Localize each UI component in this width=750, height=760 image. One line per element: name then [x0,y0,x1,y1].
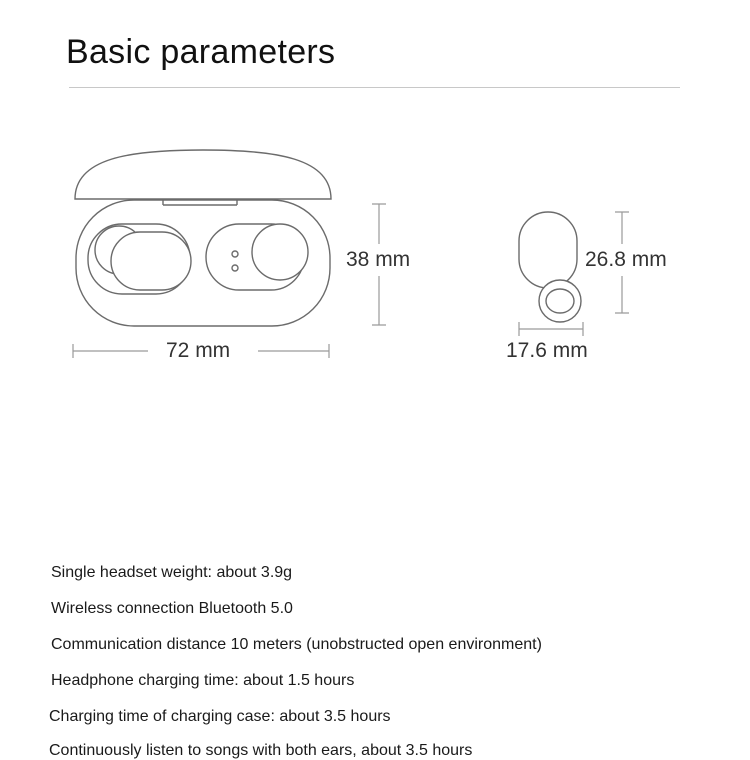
spec-playtime: Continuously listen to songs with both ears, about 3.5 hours [49,742,473,759]
spec-distance: Communication distance 10 meters (unobstructed open environment) [51,636,542,653]
charging-contact-top [232,251,238,257]
case-height-label: 38 mm [346,248,411,271]
case-width-label: 72 mm [166,339,231,362]
earbud-height-label: 26.8 mm [585,248,667,271]
earbud-body [519,212,577,288]
spec-weight: Single headset weight: about 3.9g [51,564,293,581]
spec-headphone-charging: Headphone charging time: about 1.5 hours [51,672,355,689]
spec-bluetooth: Wireless connection Bluetooth 5.0 [51,600,293,617]
dim-earbud-width-line [519,322,583,336]
page-title: Basic parameters [66,33,336,71]
spec-case-charging: Charging time of charging case: about 3.5 hours [49,708,391,725]
earbud-left-body [111,232,191,290]
earbud-right-body [252,224,308,280]
earbud-width-label: 17.6 mm [506,339,588,362]
case-lid [75,150,331,199]
charging-contact-bottom [232,265,238,271]
